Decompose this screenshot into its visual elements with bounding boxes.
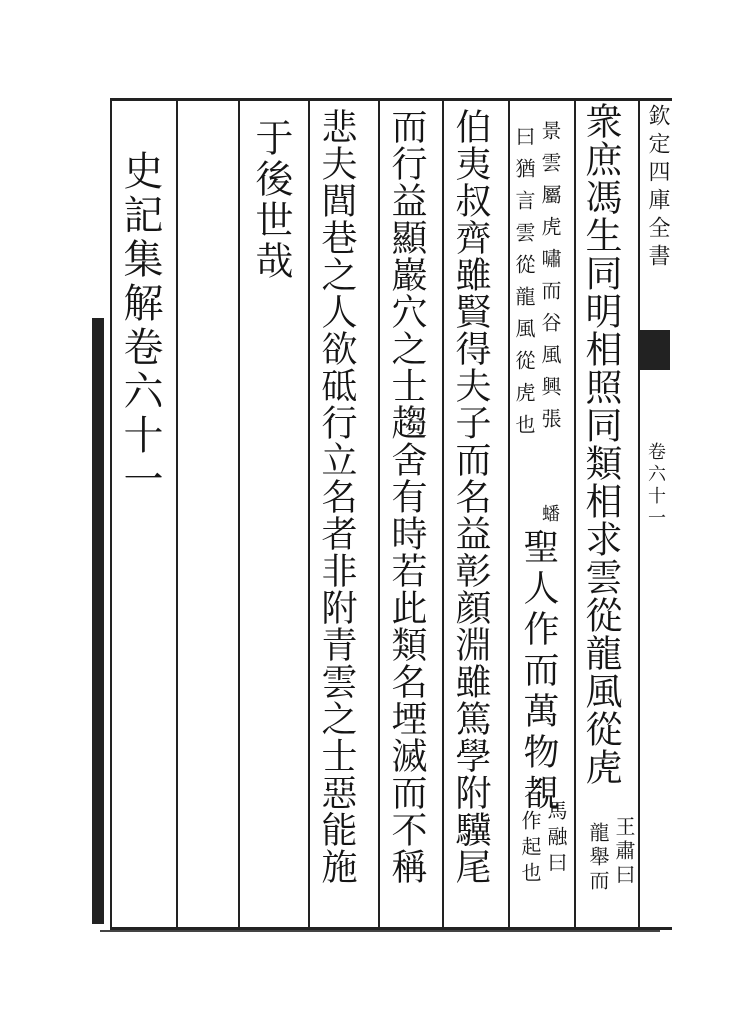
- annotation-column-d2: 龍舉而: [586, 822, 610, 894]
- column-rule: [378, 98, 380, 927]
- annotation-column-a1: 景雲屬虎嘯而谷風興張: [538, 120, 562, 440]
- column-rule: [238, 98, 240, 927]
- annotation-column-c2: 作起也: [518, 810, 542, 888]
- column-rule: [574, 98, 576, 927]
- text-column-3: 而行益顯巖穴之士趨舍有時若此類名堙滅而不稱: [386, 108, 427, 885]
- margin-header: 欽定四庫全書: [645, 104, 670, 272]
- column-rule: [638, 98, 640, 927]
- text-column-2: 悲夫閭巷之人欲砥行立名者非附青雲之士惡能施: [316, 108, 357, 885]
- column-rule: [442, 98, 444, 927]
- column-rule: [308, 98, 310, 927]
- column-rule: [176, 98, 178, 927]
- annotation-column-b: 蟠: [539, 504, 560, 534]
- annotation-column-c1: 馬融曰: [544, 800, 568, 878]
- text-column-1: 于後世哉: [249, 118, 293, 282]
- bottom-rule: [100, 930, 660, 932]
- margin-juan-label: 卷六十一: [645, 442, 666, 530]
- chapter-title: 史記集解卷六十一: [117, 150, 163, 502]
- text-column-6: 衆庶馮生同明相照同類相求雲從龍風從虎: [579, 102, 622, 786]
- text-column-4: 伯夷叔齊雖賢得夫子而名益彰顔淵雖篤學附驥尾: [450, 108, 491, 885]
- text-column-5: 聖人作而萬物覩: [518, 528, 559, 815]
- column-rule: [508, 98, 510, 927]
- fishtail-mark: [640, 330, 670, 370]
- binding-edge: [92, 318, 104, 924]
- annotation-column-a2: 曰猶言雲從龍風從虎也: [512, 126, 536, 446]
- annotation-column-d1: 王肅曰: [612, 816, 636, 888]
